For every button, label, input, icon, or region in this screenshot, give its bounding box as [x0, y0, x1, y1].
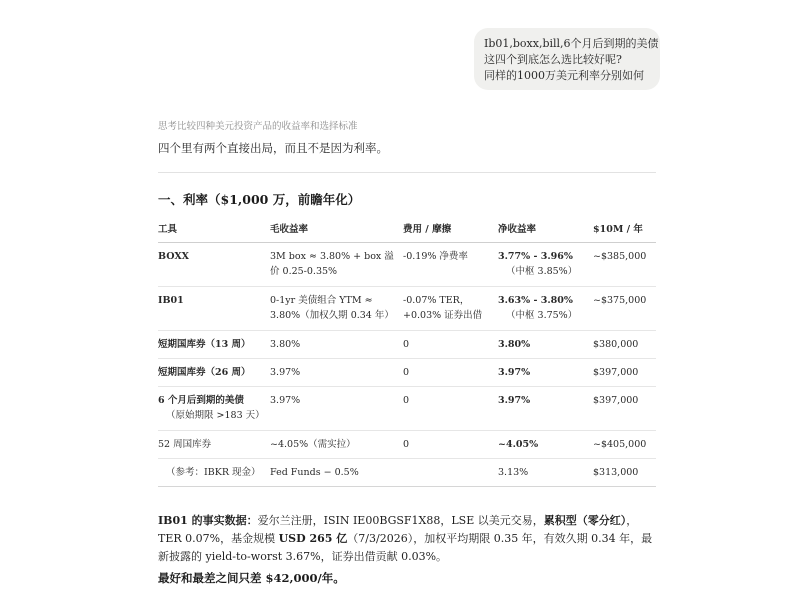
divider: [158, 172, 656, 173]
thinking-summary-toggle[interactable]: 思考比较四种美元投资产品的收益率和选择标准: [158, 121, 358, 132]
cell-tool: BOXX: [158, 243, 270, 287]
cell-tool: [158, 387, 270, 431]
table-row: [158, 359, 656, 387]
cell-net: [498, 243, 593, 287]
facts-text: （7/3/2026），加权平均期限 0.35 年，有效久期 0.34 年，最新披露的 yield-to-worst 3.67%，证券出借贡献 0.03%。: [158, 532, 653, 563]
tool-name: 6 个月后到期的美债: [158, 395, 244, 406]
column-header-fee: 费用 / 摩擦: [403, 214, 498, 243]
tool-note: （原始期限 >183 天）: [166, 410, 265, 421]
table-header-row: [158, 214, 656, 243]
cell-net: 3.97%: [498, 359, 593, 387]
cell-gross: 3M box ≈ 3.80% + box 溢价 0.25-0.35%: [270, 243, 403, 287]
cell-tool: IB01: [158, 287, 270, 331]
section-heading: 一、利率（$1,000 万，前瞻年化）: [158, 192, 361, 207]
net-value: 3.77% - 3.96%: [498, 251, 573, 262]
cell-gross: ~4.05%（需实拉）: [270, 431, 403, 459]
cell-fee: -0.19% 净费率: [403, 243, 498, 287]
conclusion: 最好和最差之间只差 $42,000/年。: [158, 571, 345, 585]
cell-tool: 短期国库券（26 周）: [158, 359, 270, 387]
column-header-gross: 毛收益率: [270, 214, 403, 243]
column-header-tool: 工具: [158, 214, 270, 243]
table-row: [158, 331, 656, 359]
cell-tool: （参考：IBKR 现金）: [158, 459, 270, 487]
cell-fee: -0.07% TER，+0.03% 证券出借: [403, 287, 498, 331]
cell-gross: 3.97%: [270, 387, 403, 431]
user-message-line: 同样的1000万美元利率分别如何: [484, 69, 644, 82]
cell-annual: $313,000: [593, 459, 656, 487]
cell-tool: 52 周国库券: [158, 431, 270, 459]
ib01-facts-paragraph: [158, 512, 658, 566]
net-value: 3.63% - 3.80%: [498, 295, 573, 306]
table-row: [158, 287, 656, 331]
cell-fee: 0: [403, 359, 498, 387]
table-row: [158, 431, 656, 459]
cell-gross: 3.80%: [270, 331, 403, 359]
facts-emphasis: USD 265 亿: [278, 532, 348, 545]
cell-gross: Fed Funds − 0.5%: [270, 459, 403, 487]
cell-gross: 3.97%: [270, 359, 403, 387]
user-message-line: 这四个到底怎么选比较好呢?: [484, 53, 622, 66]
cell-fee: 0: [403, 431, 498, 459]
user-message-bubble: [474, 28, 660, 90]
intro-paragraph: 四个里有两个直接出局，而且不是因为利率。: [158, 141, 388, 155]
cell-net: 3.13%: [498, 459, 593, 487]
table-row: [158, 243, 656, 287]
net-mid: （中枢 3.75%）: [506, 310, 578, 321]
cell-annual: $397,000: [593, 387, 656, 431]
cell-fee: [403, 459, 498, 487]
facts-text: ，TER 0.07%，基金规模: [158, 514, 638, 545]
column-header-annual: $10M / 年: [593, 214, 656, 243]
cell-annual: $397,000: [593, 359, 656, 387]
cell-fee: 0: [403, 387, 498, 431]
cell-tool: 短期国库券（13 周）: [158, 331, 270, 359]
cell-gross: 0-1yr 美债组合 YTM ≈ 3.80%（加权久期 0.34 年）: [270, 287, 403, 331]
table-row: [158, 387, 656, 431]
column-header-net: 净收益率: [498, 214, 593, 243]
facts-text: 爱尔兰注册，ISIN IE00BGSF1X88，LSE 以美元交易，: [257, 514, 544, 527]
table-row: [158, 459, 656, 487]
facts-label: IB01 的事实数据：: [158, 514, 258, 527]
facts-emphasis: 累积型（零分红）: [543, 514, 627, 527]
cell-net: [498, 287, 593, 331]
cell-annual: $380,000: [593, 331, 656, 359]
cell-fee: 0: [403, 331, 498, 359]
net-mid: （中枢 3.85%）: [506, 266, 578, 277]
cell-annual: ~$375,000: [593, 287, 656, 331]
user-message-line: Ib01,boxx,bill,6个月后到期的美债: [484, 37, 659, 50]
cell-annual: ~$405,000: [593, 431, 656, 459]
cell-net: 3.80%: [498, 331, 593, 359]
cell-annual: ~$385,000: [593, 243, 656, 287]
rates-table: [158, 214, 656, 487]
cell-net: ~4.05%: [498, 431, 593, 459]
cell-net: 3.97%: [498, 387, 593, 431]
